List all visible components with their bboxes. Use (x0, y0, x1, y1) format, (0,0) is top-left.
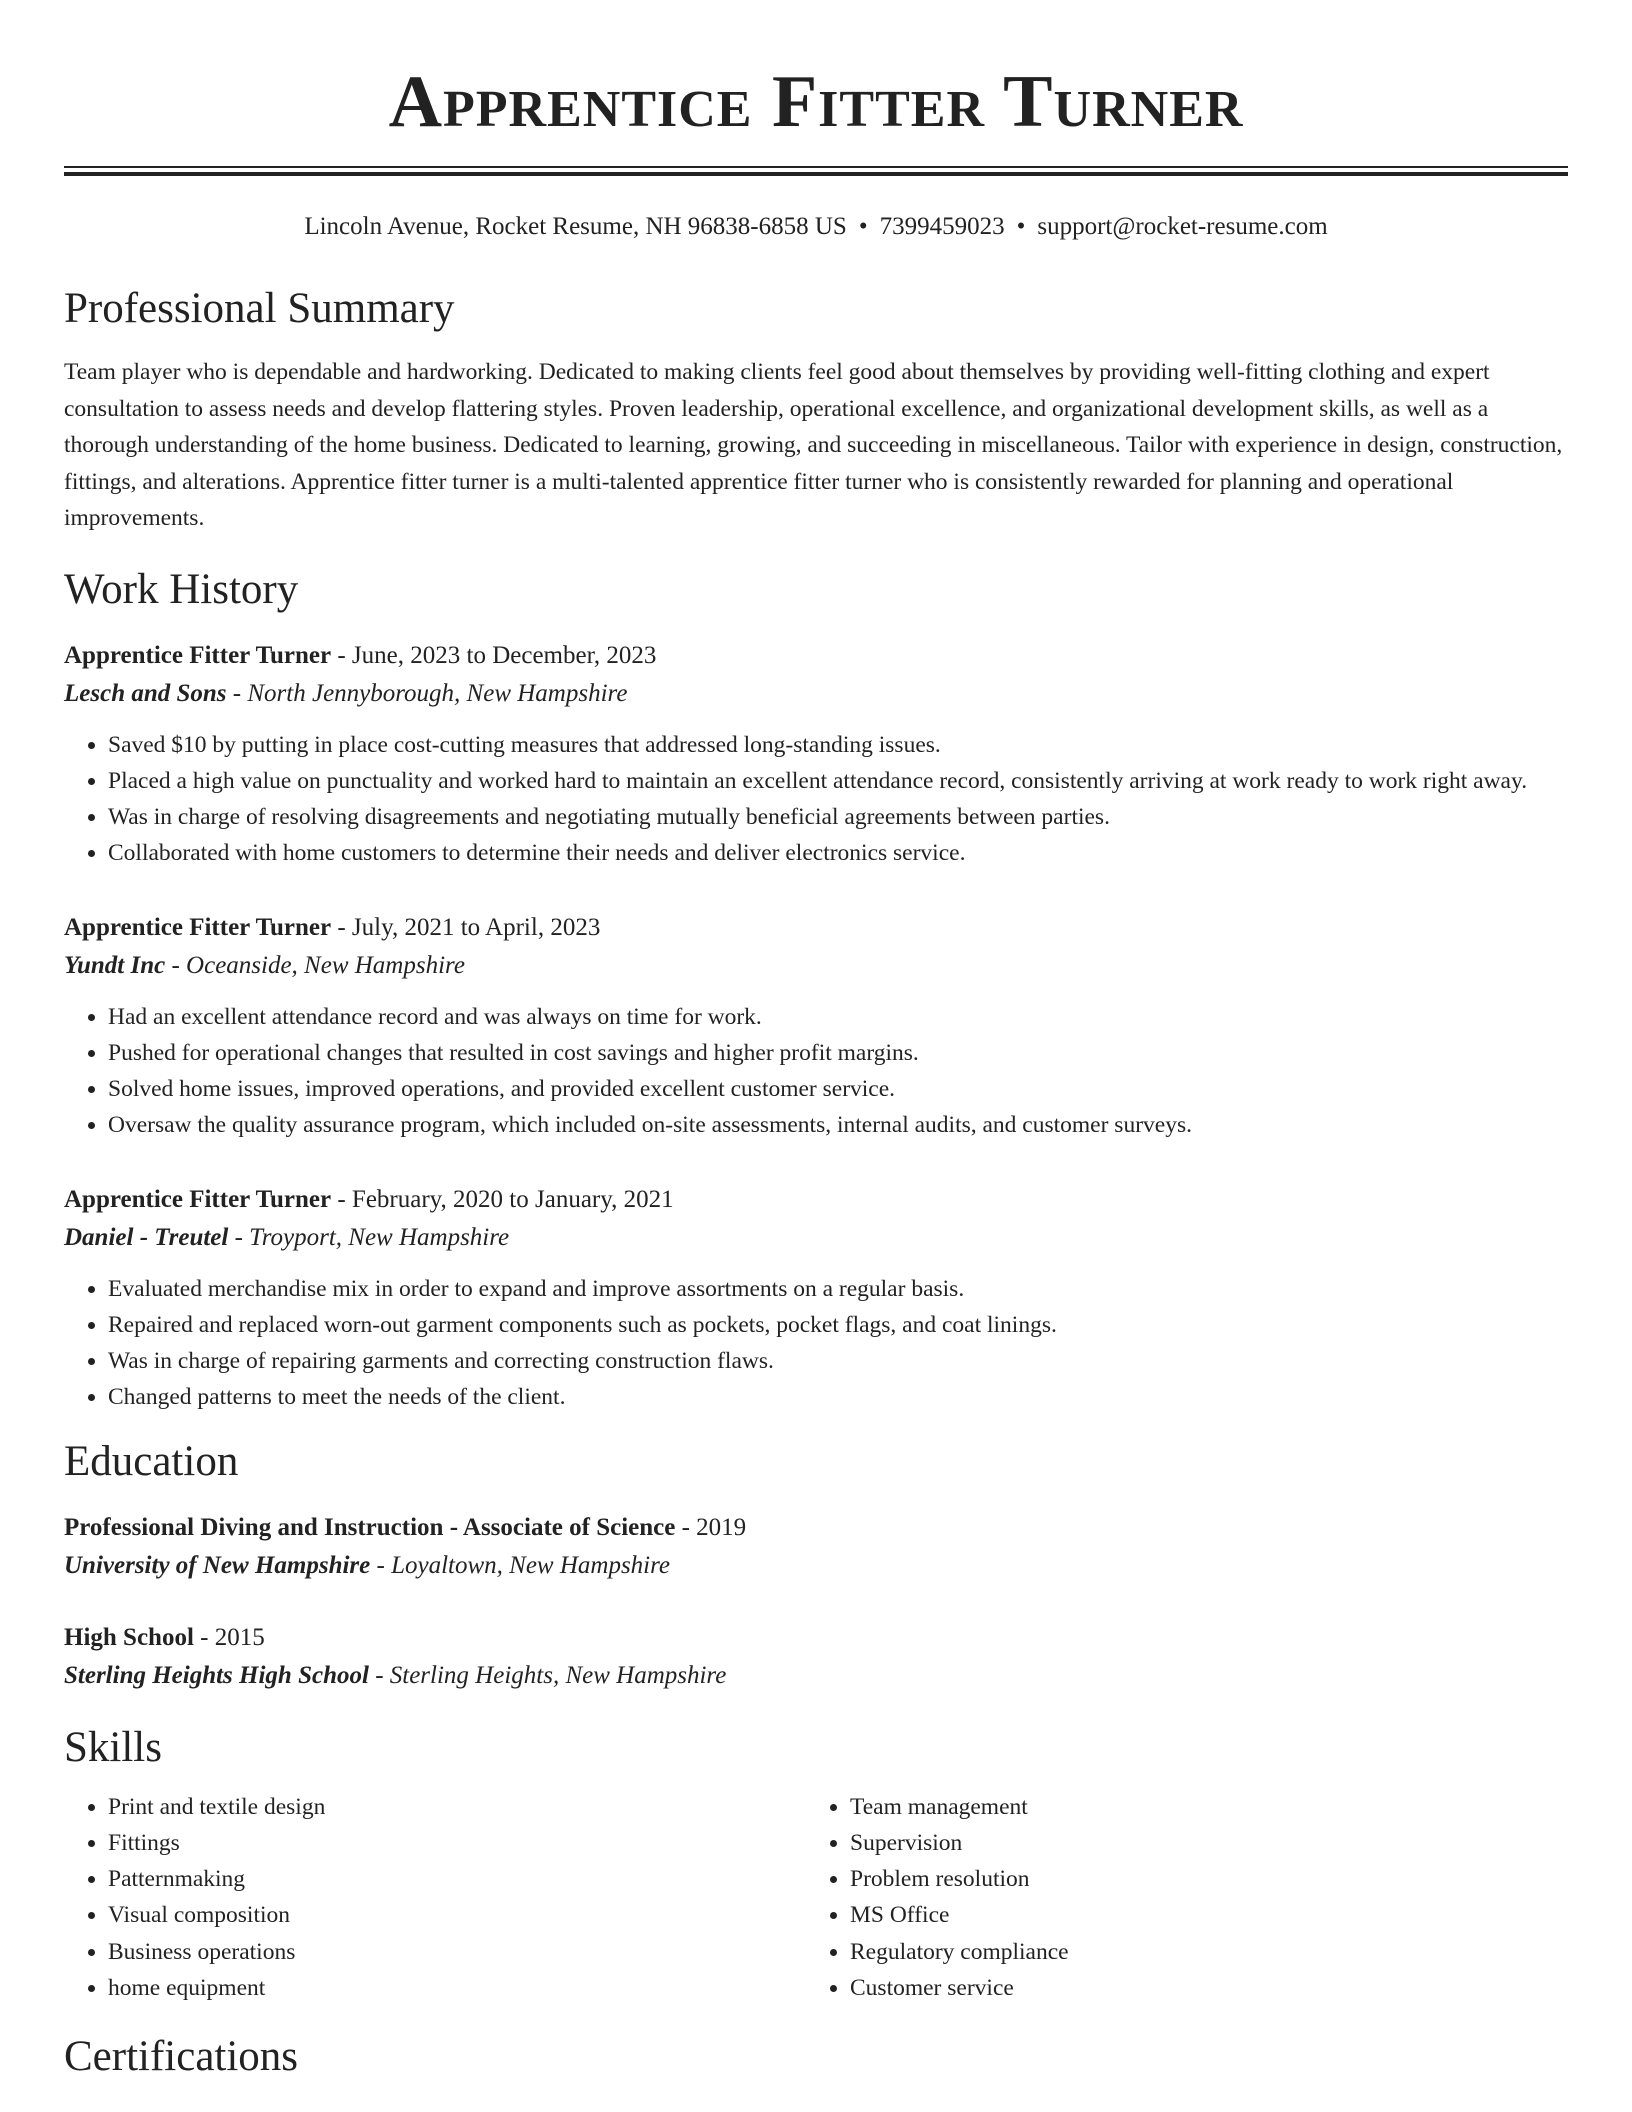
work-history-section (64, 565, 1568, 1415)
job-bullet: • Was in charge of resolving disagreements and negotiating mutually beneficial agreements between parties. (108, 799, 1568, 835)
job-company-line (64, 947, 1568, 985)
job-bullet: • Repaired and replaced worn-out garment components such as pockets, pocket flags, and coat linings. (108, 1307, 1568, 1343)
contact-email: support@rocket-resume.com (1037, 213, 1328, 240)
job-title: Apprentice Fitter Turner (64, 641, 332, 669)
job-bullets (64, 727, 1568, 871)
education-degree-line (64, 1619, 1568, 1657)
job-location: - Troyport, New Hampshire (228, 1223, 510, 1251)
skill-item: • Patternmaking (108, 1861, 806, 1897)
job-dates: - February, 2020 to January, 2021 (331, 1185, 674, 1213)
contact-line (64, 210, 1568, 244)
job-location: - North Jennyborough, New Hampshire (226, 679, 628, 707)
skill-item: • Business operations (108, 1934, 806, 1970)
job-role-line (64, 637, 1568, 675)
education-school: University of New Hampshire (64, 1551, 371, 1579)
summary-heading: Professional Summary (64, 285, 455, 332)
job-entry (64, 637, 1568, 871)
job-bullets (64, 999, 1568, 1143)
skill-item: • home equipment (108, 1970, 806, 2006)
education-location: - Sterling Heights, New Hampshire (368, 1661, 727, 1689)
job-bullet: • Evaluated merchandise mix in order to expand and improve assortments on a regular basis. (108, 1271, 1568, 1307)
work-history-heading: Work History (64, 565, 299, 613)
job-bullet: • Solved home issues, improved operations, and provided excellent customer service. (108, 1071, 1568, 1107)
education-school-line (64, 1657, 1568, 1695)
education-entry (64, 1509, 1568, 1585)
job-bullet: • Collaborated with home customers to determine their needs and deliver electronics service. (108, 835, 1568, 871)
certifications-heading: Certifications (64, 2033, 299, 2081)
skills-section (64, 1723, 1568, 2007)
summary-section (64, 284, 1568, 537)
education-year: - 2019 (675, 1513, 747, 1541)
job-entry (64, 1181, 1568, 1415)
contact-phone: 7399459023 (879, 213, 1005, 240)
skill-item: • Visual composition (108, 1897, 806, 1933)
skills-column-left (64, 1789, 806, 2007)
skill-item: • MS Office (850, 1897, 1548, 1933)
education-entry (64, 1619, 1568, 1695)
contact-address: Lincoln Avenue, Rocket Resume, NH 96838-6858 US (304, 213, 847, 240)
education-year: - 2015 (193, 1623, 265, 1651)
certifications-section (64, 2032, 1568, 2082)
job-company: Yundt Inc (64, 951, 166, 979)
job-title: Apprentice Fitter Turner (64, 1185, 332, 1213)
skill-item: • Regulatory compliance (850, 1934, 1548, 1970)
job-company-line (64, 1219, 1568, 1257)
skills-heading: Skills (64, 1723, 162, 1771)
job-bullets (64, 1271, 1568, 1415)
skill-item: • Problem resolution (850, 1861, 1548, 1897)
job-company: Daniel - Treutel (64, 1223, 229, 1251)
job-bullet: • Had an excellent attendance record and was always on time for work. (108, 999, 1568, 1035)
job-company: Lesch and Sons (64, 679, 227, 707)
skill-item: • Print and textile design (108, 1789, 806, 1825)
education-school-line (64, 1547, 1568, 1585)
job-entry (64, 909, 1568, 1143)
education-section (64, 1437, 1568, 1695)
job-role-line (64, 1181, 1568, 1219)
education-heading: Education (64, 1437, 239, 1485)
education-degree-line (64, 1509, 1568, 1547)
skill-item: • Team management (850, 1789, 1548, 1825)
education-school: Sterling Heights High School (64, 1661, 369, 1689)
job-bullet: • Was in charge of repairing garments and correcting construction flaws. (108, 1343, 1568, 1379)
contact-separator: • (858, 213, 868, 240)
header-divider (64, 166, 1568, 176)
skills-grid (64, 1789, 1568, 2007)
job-dates: - July, 2021 to April, 2023 (331, 913, 601, 941)
skill-item: • Supervision (850, 1825, 1548, 1861)
resume-name: Apprentice Fitter Turner (388, 61, 1244, 143)
education-degree: Professional Diving and Instruction - Associate of Science (64, 1513, 676, 1541)
job-dates: - June, 2023 to December, 2023 (331, 641, 657, 669)
skill-item: • Customer service (850, 1970, 1548, 2006)
contact-separator: • (1016, 213, 1026, 240)
job-bullet: • Changed patterns to meet the needs of the client. (108, 1379, 1568, 1415)
education-location: - Loyaltown, New Hampshire (370, 1551, 671, 1579)
job-location: - Oceanside, New Hampshire (165, 951, 465, 979)
summary-text: Team player who is dependable and hardworking. Dedicated to making clients feel good about themselves by providing well-fitting clothing and expert consultation to assess needs and develop flattering styles. Proven leadership, operational excellence, and organizational development skills, as well as a thorough understanding of the home business. Dedicated to learning, growing, and succeeding in miscellaneous. Tailor with experience in design, construction, fittings, and alterations. Apprentice fitter turner is a multi-talented apprentice fitter turner who is consistently rewarded for planning and operational improvements. (64, 359, 1563, 531)
job-title: Apprentice Fitter Turner (64, 913, 332, 941)
job-bullet: • Pushed for operational changes that resulted in cost savings and higher profit margins. (108, 1035, 1568, 1071)
skills-column-right (806, 1789, 1548, 2007)
job-role-line (64, 909, 1568, 947)
education-degree: High School (64, 1623, 194, 1651)
job-bullet: • Saved $10 by putting in place cost-cutting measures that addressed long-standing issues. (108, 727, 1568, 763)
job-company-line (64, 675, 1568, 713)
job-bullet: • Placed a high value on punctuality and worked hard to maintain an excellent attendance record, consistently arriving at work ready to work right away. (108, 763, 1568, 799)
skill-item: • Fittings (108, 1825, 806, 1861)
job-bullet: • Oversaw the quality assurance program, which included on-site assessments, internal audits, and customer surveys. (108, 1107, 1568, 1143)
